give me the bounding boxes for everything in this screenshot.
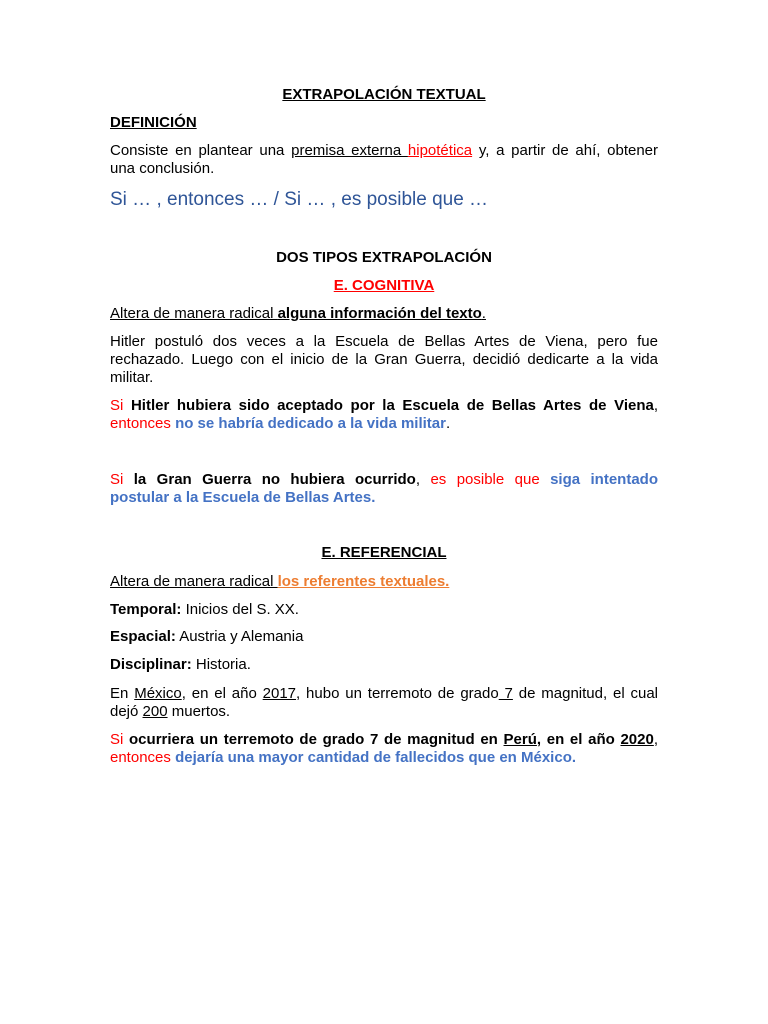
temporal-line: Temporal: Inicios del S. XX.: [110, 601, 299, 618]
formula: Si … , entonces … / Si … , es posible que …: [110, 189, 489, 210]
cognitiva-paragraph-line-1: Hitler postuló dos veces a la Escuela de Bellas Artes de Viena, pero fue: [110, 333, 658, 350]
referencial-paragraph-line-2: dejó 200 muertos.: [110, 703, 231, 720]
referencial-altera: Altera de manera radical los referentes textuales.: [110, 573, 450, 590]
cognitiva-altera: Altera de manera radical alguna información del texto.: [110, 305, 486, 322]
cognitiva-paragraph-line-3: militar.: [110, 369, 154, 386]
cognitiva-example-2-line-1: Si la Gran Guerra no hubiera ocurrido, es posible que siga intentado: [110, 471, 659, 488]
definicion-line-2: una conclusión.: [110, 160, 215, 177]
referencial-heading: E. REFERENCIAL: [321, 544, 447, 561]
cognitiva-heading: E. COGNITIVA: [333, 277, 435, 294]
cognitiva-example-1-line-2: entonces no se habría dedicado a la vida militar.: [110, 415, 451, 432]
referencial-example-line-2: entonces dejaría una mayor cantidad de fallecidos que en México.: [110, 749, 577, 766]
referencial-paragraph-line-1: En México, en el año 2017, hubo un terremoto de grado 7 de magnitud, el cual: [110, 685, 659, 702]
tipos-heading: DOS TIPOS EXTRAPOLACIÓN: [276, 249, 492, 266]
disciplinar-line: Disciplinar: Historia.: [110, 656, 251, 673]
definicion-line-1: Consiste en plantear una premisa externa hipotética y, a partir de ahí, obtener: [110, 142, 659, 159]
definicion-heading: DEFINICIÓN: [110, 114, 197, 131]
document-title: EXTRAPOLACIÓN TEXTUAL: [282, 86, 486, 103]
cognitiva-example-1-line-1: Si Hitler hubiera sido aceptado por la Escuela de Bellas Artes de Viena,: [110, 397, 659, 414]
espacial-line: Espacial: Austria y Alemania: [110, 628, 304, 645]
cognitiva-paragraph-line-2: rechazado. Luego con el inicio de la Gran Guerra, decidió dedicarte a la vida: [110, 351, 658, 368]
referencial-example-line-1: Si ocurriera un terremoto de grado 7 de magnitud en Perú, en el año 2020,: [110, 731, 659, 748]
cognitiva-example-2-line-2: postular a la Escuela de Bellas Artes.: [110, 489, 376, 506]
